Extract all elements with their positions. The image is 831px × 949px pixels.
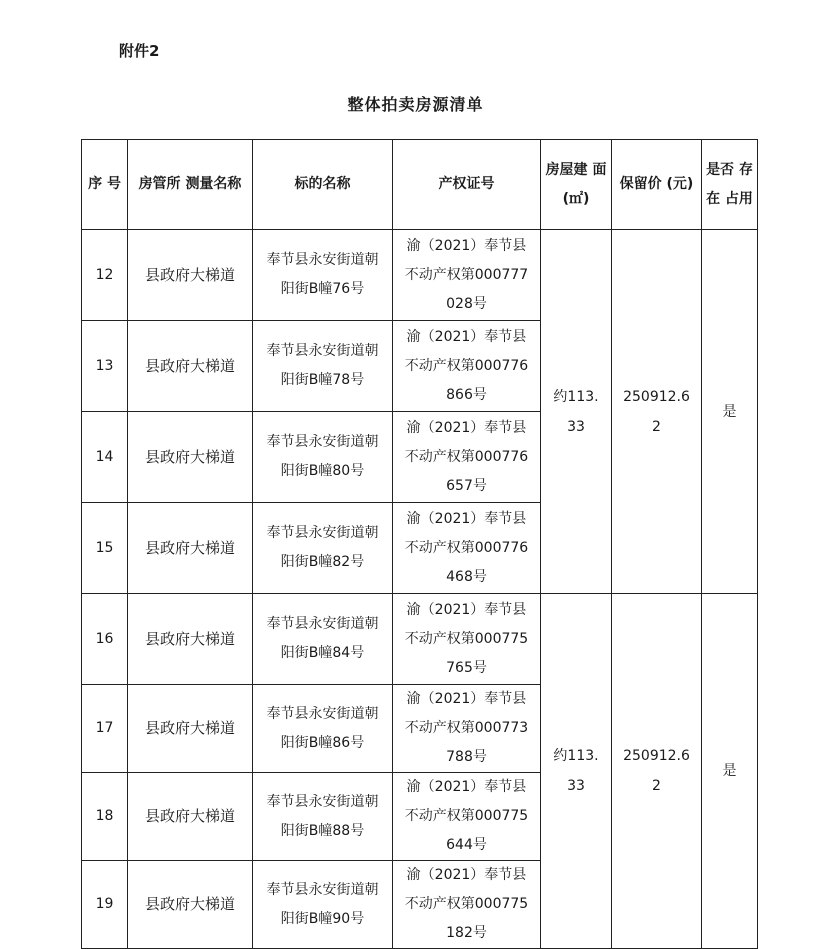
- document-title: 整体拍卖房源清单: [347, 95, 484, 114]
- row-seq: 15: [82, 503, 128, 594]
- listing-table: [81, 139, 758, 949]
- table-row: [82, 230, 758, 321]
- row-seq: 14: [82, 412, 128, 503]
- group-price: 250912.6 2: [612, 230, 702, 594]
- row-dept: 县政府大梯道: [128, 503, 253, 594]
- header-cert: 产权证号: [393, 140, 541, 230]
- row-certificate: 渝（2021）奉节县 不动产权第000775 182号: [393, 861, 541, 949]
- row-seq: 16: [82, 594, 128, 685]
- row-property-name: 奉节县永安街道朝 阳街B幢80号: [253, 412, 393, 503]
- row-certificate: 渝（2021）奉节县 不动产权第000776 468号: [393, 503, 541, 594]
- header-dept: 房管所 测量名称: [128, 140, 253, 230]
- row-dept: 县政府大梯道: [128, 685, 253, 773]
- header-area: 房屋建 面(㎡): [541, 140, 612, 230]
- row-property-name: 奉节县永安街道朝 阳街B幢76号: [253, 230, 393, 321]
- row-property-name: 奉节县永安街道朝 阳街B幢84号: [253, 594, 393, 685]
- row-dept: 县政府大梯道: [128, 412, 253, 503]
- row-dept: 县政府大梯道: [128, 861, 253, 949]
- row-dept: 县政府大梯道: [128, 321, 253, 412]
- row-seq: 19: [82, 861, 128, 949]
- row-certificate: 渝（2021）奉节县 不动产权第000776 657号: [393, 412, 541, 503]
- header-seq: 序 号: [82, 140, 128, 230]
- row-property-name: 奉节县永安街道朝 阳街B幢86号: [253, 685, 393, 773]
- row-certificate: 渝（2021）奉节县 不动产权第000773 788号: [393, 685, 541, 773]
- attachment-label: 附件2: [119, 42, 160, 60]
- row-dept: 县政府大梯道: [128, 230, 253, 321]
- group-area: 约113. 33: [541, 230, 612, 594]
- row-property-name: 奉节县永安街道朝 阳街B幢78号: [253, 321, 393, 412]
- row-property-name: 奉节县永安街道朝 阳街B幢88号: [253, 773, 393, 861]
- row-seq: 17: [82, 685, 128, 773]
- group-price: 250912.6 2: [612, 594, 702, 949]
- header-name: 标的名称: [253, 140, 393, 230]
- row-dept: 县政府大梯道: [128, 594, 253, 685]
- group-occupied: 是: [702, 594, 758, 949]
- row-certificate: 渝（2021）奉节县 不动产权第000775 644号: [393, 773, 541, 861]
- row-property-name: 奉节县永安街道朝 阳街B幢82号: [253, 503, 393, 594]
- group-area: 约113. 33: [541, 594, 612, 949]
- header-price: 保留价 (元): [612, 140, 702, 230]
- group-occupied: 是: [702, 230, 758, 594]
- table-header-row: [82, 140, 758, 230]
- row-seq: 12: [82, 230, 128, 321]
- row-certificate: 渝（2021）奉节县 不动产权第000775 765号: [393, 594, 541, 685]
- row-certificate: 渝（2021）奉节县 不动产权第000777 028号: [393, 230, 541, 321]
- row-certificate: 渝（2021）奉节县 不动产权第000776 866号: [393, 321, 541, 412]
- row-property-name: 奉节县永安街道朝 阳街B幢90号: [253, 861, 393, 949]
- header-occupied: 是否 存在 占用: [702, 140, 758, 230]
- table-row: [82, 594, 758, 685]
- row-dept: 县政府大梯道: [128, 773, 253, 861]
- row-seq: 18: [82, 773, 128, 861]
- row-seq: 13: [82, 321, 128, 412]
